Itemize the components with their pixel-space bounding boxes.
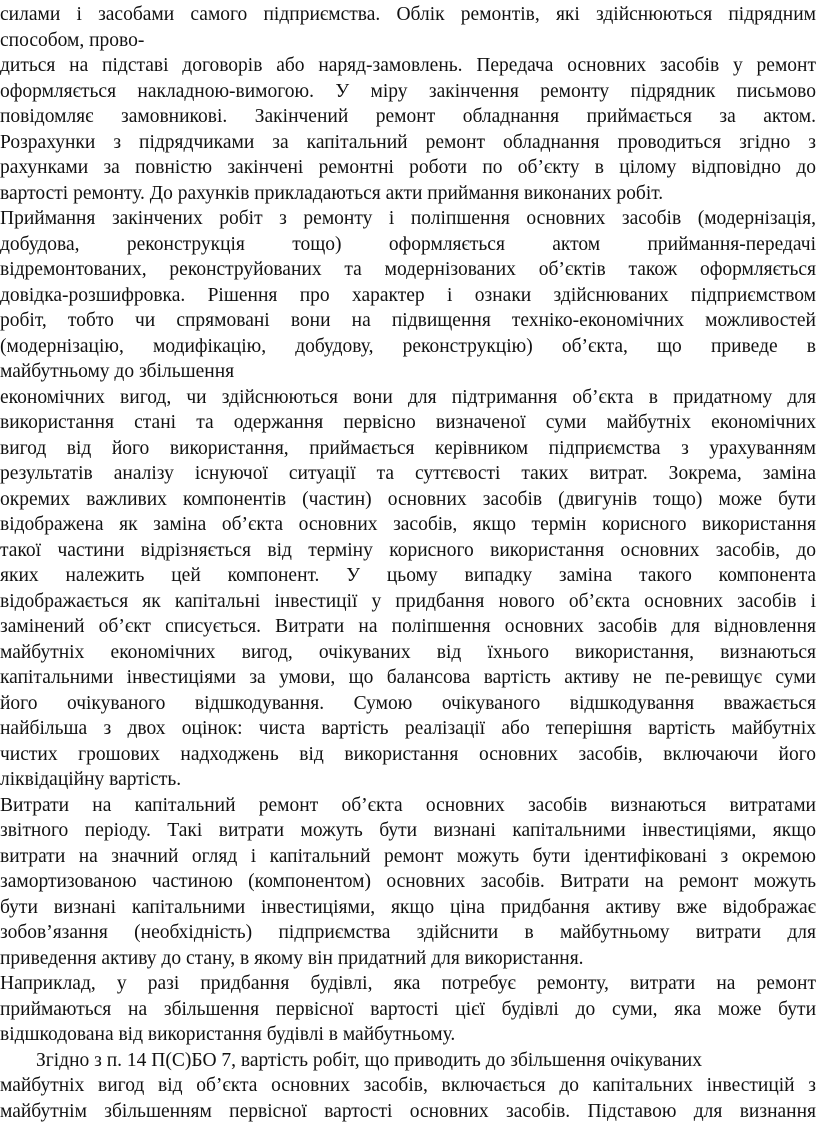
text-line: вигод від його використання, приймається керівником підприємства з урахуванням [0,436,816,462]
text-line: приймаються на збільшення первісної вартості цієї будівлі до суми, яка може бути [0,997,816,1023]
text-line: замортизованою частиною (компонентом) основних засобів. Витрати на ремонт можуть [0,869,816,895]
text-line: ліквідаційну вартість. [0,767,816,793]
text-line: зобов’язання (необхідність) підприємства здійснити в майбутньому витрати для [0,920,816,946]
text-line: капітальними інвестиціями за умови, що балансова вартість активу не пе-ревищує суми [0,665,816,691]
text-line: Приймання закінчених робіт з ремонту і поліпшення основних засобів (модернізація, [0,206,816,232]
text-line: майбутньому до збільшення [0,359,816,385]
text-line: вартості ремонту. До рахунків прикладаються акти приймання виконаних робіт. [0,181,816,207]
text-line: приведення активу до стану, в якому він придатний для використання. [0,946,816,972]
text-line: майбутніх економічних вигод, очікуваних від їхнього використання, визнаються [0,640,816,666]
text-line: силами і засобами самого підприємства. Облік ремонтів, які здійснюються підрядним [0,2,816,28]
text-line: яких належить цей компонент. У цьому випадку заміна такого компонента [0,563,816,589]
text-line: рахунками за повністю закінчені ремонтні роботи по об’єкту в цілому відповідно до [0,155,816,181]
text-line: найбільша з двох оцінок: чиста вартість реалізації або теперішня вартість майбутніх [0,716,816,742]
text-line: повідомляє замовникові. Закінчений ремонт обладнання приймається за актом. [0,104,816,130]
text-line: (модернізацію, модифікацію, добудову, реконструкцію) об’єкта, що приведе в [0,334,816,360]
text-line: результатів аналізу існуючої ситуації та суттєвості таких витрат. Зокрема, заміна [0,461,816,487]
text-line: такої частини відрізняється від терміну корисного використання основних засобів, до [0,538,816,564]
text-line: його очікуваного відшкодування. Сумою очікуваного відшкодування вважається [0,691,816,717]
text-line: відремонтованих, реконструйованих та модернізованих об’єктів також оформляється [0,257,816,283]
text-line: майбутніх вигод від об’єкта основних засобів, включається до капітальних інвестицій з [0,1073,816,1099]
text-line: економічних вигод, чи здійснюються вони для підтримання об’єкта в придатному для [0,385,816,411]
text-line: Наприклад, у разі придбання будівлі, яка потребує ремонту, витрати на ремонт [0,971,816,997]
text-line: відображається як капітальні інвестиції у придбання нового об’єкта основних засобів і [0,589,816,615]
text-line: диться на підставі договорів або наряд-замовлень. Передача основних засобів у ремонт [0,53,816,79]
text-line: окремих важливих компонентів (частин) основних засобів (двигунів тощо) може бути [0,487,816,513]
text-line: звітного періоду. Такі витрати можуть бути визнані капітальними інвестиціями, якщо [0,818,816,844]
text-line: робіт, тобто чи спрямовані вони на підвищення техніко-економічних можливостей [0,308,816,334]
text-line: відшкодована від використання будівлі в майбутньому. [0,1022,816,1048]
text-line: майбутнім збільшенням первісної вартості основних засобів. Підставою для визнання [0,1099,816,1124]
text-line: замінений об’єкт списується. Витрати на поліпшення основних засобів для відновлення [0,614,816,640]
text-line: відображена як заміна об’єкта основних засобів, якщо термін корисного використання [0,512,816,538]
text-line: довідка-розшифровка. Рішення про характер і ознаки здійснюваних підприємством [0,283,816,309]
text-line: використання стані та одержання первісно визначеної суми майбутніх економічних [0,410,816,436]
text-line: Згідно з п. 14 П(С)БО 7, вартість робіт, що приводить до збільшення очікуваних [0,1048,816,1074]
text-line: добудова, реконструкція тощо) оформляється актом приймання-передачі [0,232,816,258]
text-line: Розрахунки з підрядчиками за капітальний ремонт обладнання проводиться згідно з [0,130,816,156]
text-line: витрати на значний огляд і капітальний ремонт можуть бути ідентифіковані з окремою [0,844,816,870]
text-line: оформляється накладною-вимогою. У міру закінчення ремонту підрядник письмово [0,79,816,105]
text-line: Витрати на капітальний ремонт об’єкта основних засобів визнаються витратами [0,793,816,819]
text-line: способом, прово- [0,28,816,54]
text-line: чистих грошових надходжень від використання основних засобів, включаючи його [0,742,816,768]
text-line: бути визнані капітальними інвестиціями, якщо ціна придбання активу вже відображає [0,895,816,921]
